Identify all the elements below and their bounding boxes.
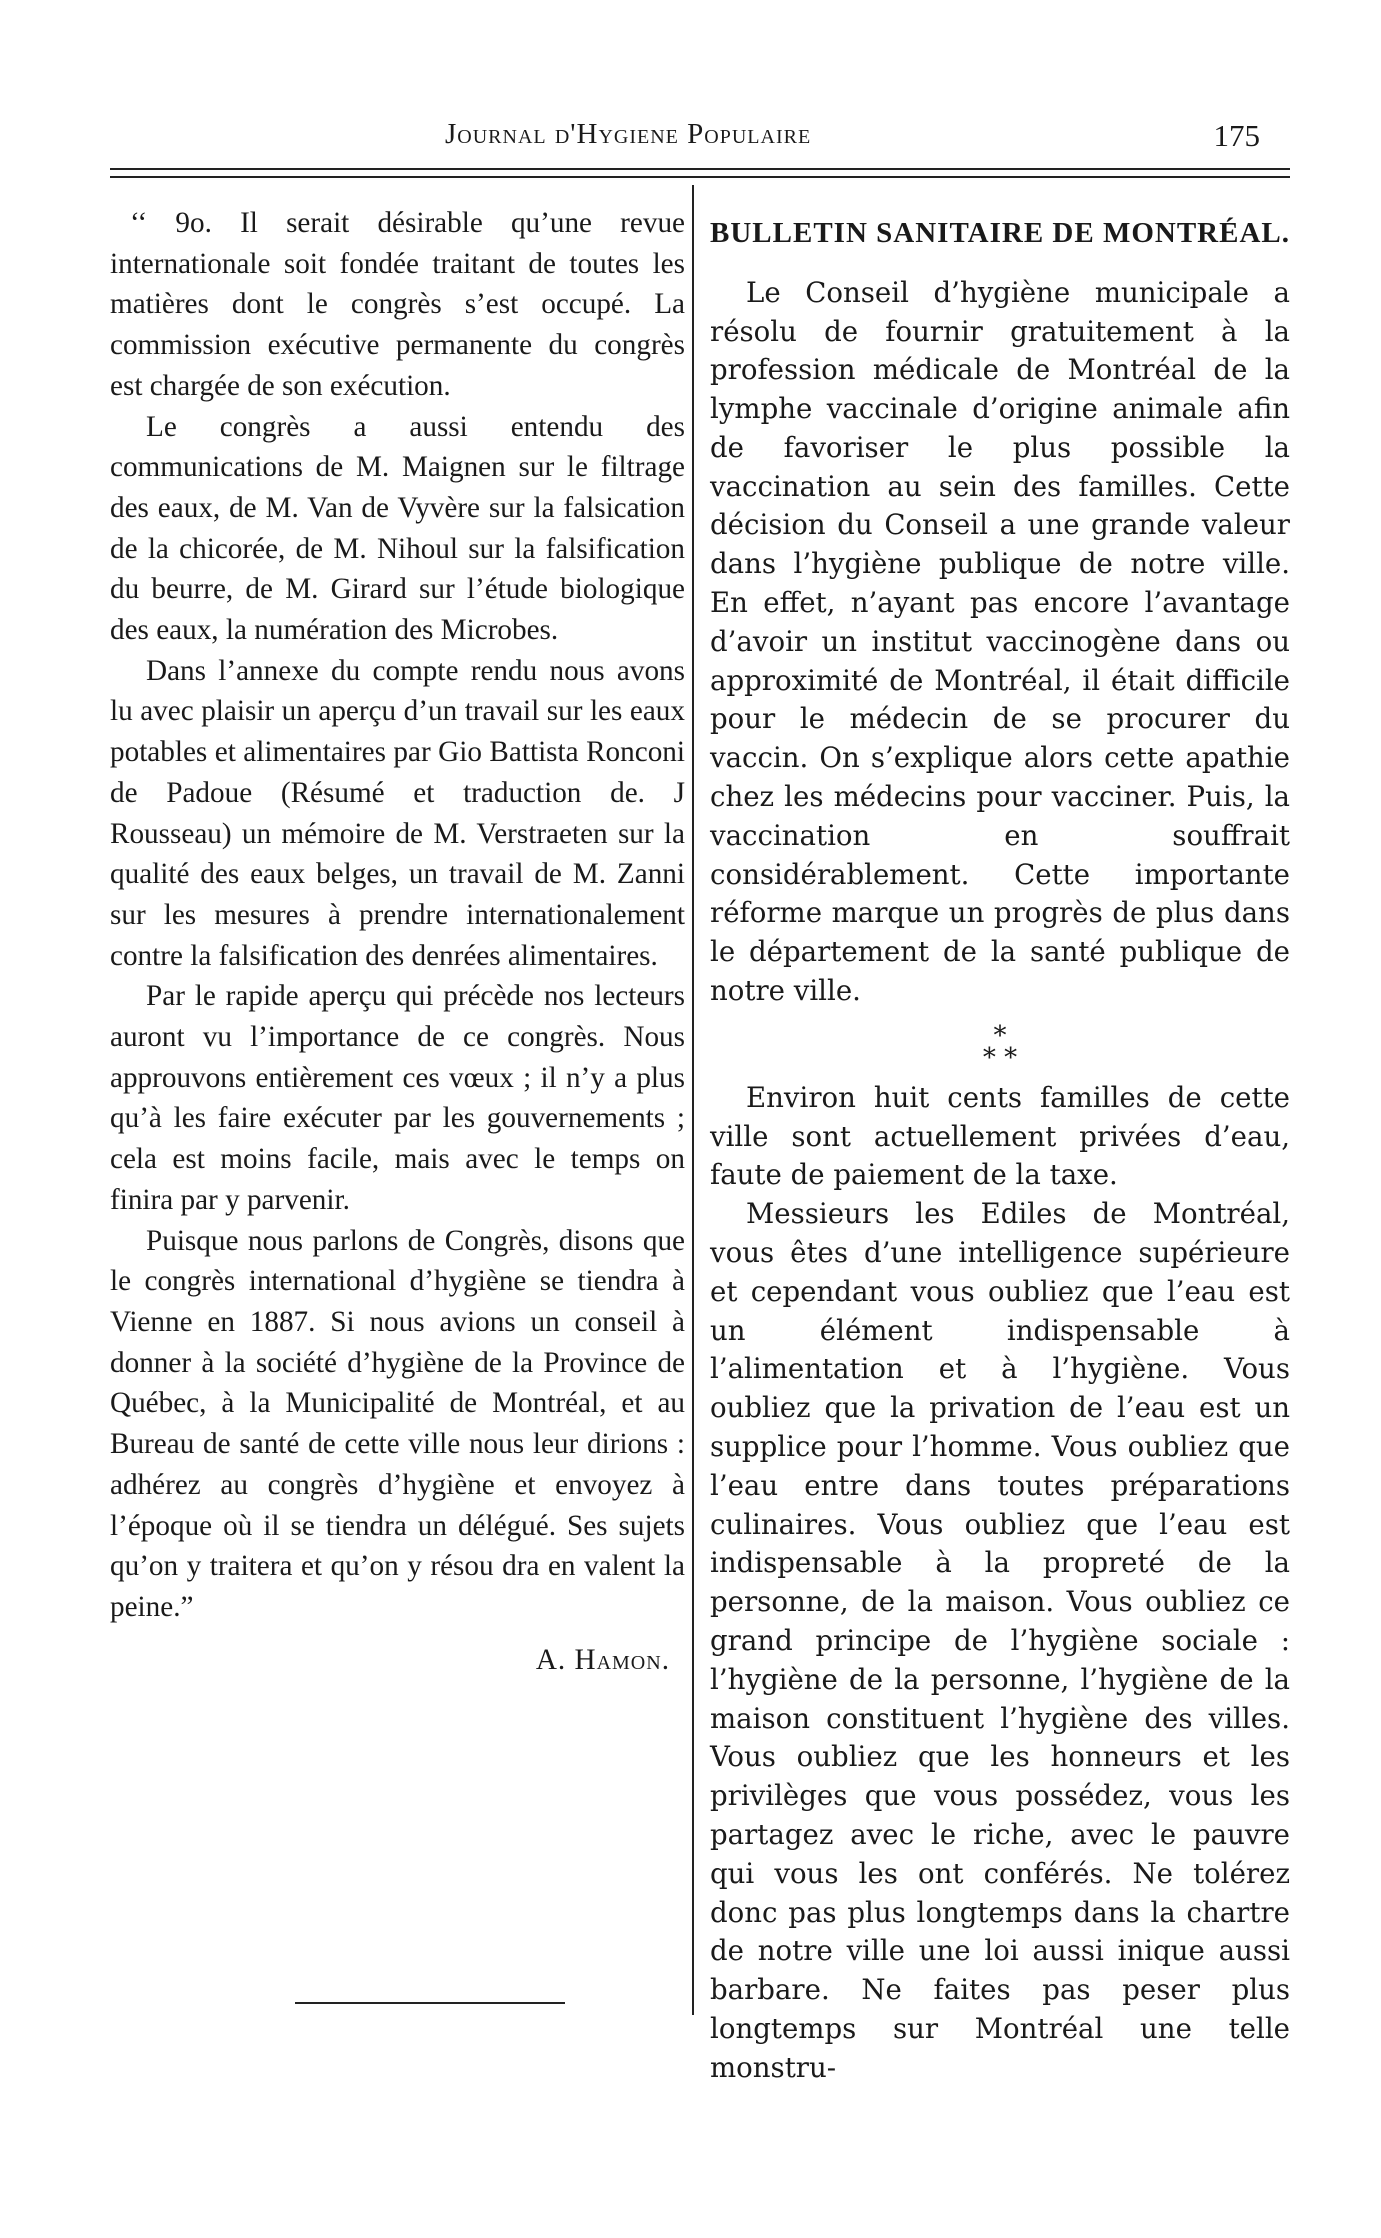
signature: A. Hamon. (535, 1643, 670, 1676)
paragraph: ‘‘ 9o. Il serait désirable qu’une revue internationale soit fondée traitant de toutes les matières dont le congrès s’est occupé. La commission exécutive permanente du congrès est chargée de son exécution. (110, 207, 685, 402)
paragraph: Messieurs les Ediles de Montréal, vous êtes d’une intelligence supérieure et cependant vous oubliez que l’eau est un élément indispensable à l’alimentation et à l’hygiène. Vous oubliez que la privation de l’eau est un supplice pour l’homme. Vous oubliez que l’eau entre dans toutes préparations culinaires. Vous oubliez que l’eau est indispensable à la propreté de la personne, de la maison. Vous oubliez ce grand principe de l’hygiène sociale : l’hygiène de la personne, l’hygiène de la maison constituent l’hygiène des villes. Vous oubliez que les honneurs et les privilèges que vous possédez, vous les partagez avec le riche, avec le pauvre qui vous les ont conférés. Ne tolérez donc pas plus longtemps dans la chartre de notre ville une loi aussi inique aussi barbare. Ne faites pas peser plus longtemps sur Montréal une telle monstru- (710, 1197, 1290, 2084)
bulletin-body (710, 274, 1290, 2088)
header-rule-top (110, 168, 1290, 170)
bulletin-title: BULLETIN SANITAIRE DE MONTRÉAL. (710, 217, 1290, 249)
asterism-top: * (993, 1020, 1007, 1051)
asterism-bottom: * * (982, 1042, 1018, 1073)
paragraph: Le Conseil d’hygiène municipale a résolu de fournir gratuitement à la profession médicale de Montréal de la lymphe vaccinale d’origine animale afin de favoriser le plus possible la vaccination au sein des familles. Cette décision du Conseil a une grande valeur dans l’hygiène publique de notre ville. En effet, n’ayant pas encore l’avantage d’avoir un institut vaccinogène dans ou approximité de Montréal, il était difficile pour le médecin de se procurer du vaccin. On s’explique alors cette apathie chez les médecins pour vacciner. Puis, la vaccination en souffrait considérablement. Cette importante réforme marque un progrès de plus dans le département de la santé publique de notre ville. (710, 275, 1290, 1008)
running-header (110, 118, 1290, 158)
header-rule-bottom (110, 176, 1290, 178)
left-column (110, 203, 685, 1680)
asterism (710, 1020, 1290, 1073)
article-end-rule (295, 2002, 565, 2004)
paragraph: Environ huit cents familles de cette ville sont actuellement privées d’eau, faute de paiement de la taxe. (710, 1080, 1290, 1192)
page-number: 175 (1213, 118, 1260, 153)
paragraph: Par le rapide aperçu qui précède nos lecteurs auront vu l’importance de ce congrès. Nous approuvons entièrement ces vœux ; il n’y a plus qu’à les faire exécuter par les gouvernements ; cela est moins facile, mais avec le temps on finira par y parvenir. (110, 980, 685, 1216)
running-title: Journal d'Hygiene Populaire (445, 118, 812, 150)
paragraph: Dans l’annexe du compte rendu nous avons lu avec plaisir un aperçu d’un travail sur les eaux potables et alimentaires par Gio Battista Ronconi de Padoue (Résumé et traduction de. J Rousseau) un mémoire de M. Verstraeten sur la qualité des eaux belges, un travail de M. Zanni sur les mesures à prendre internationalement contre la falsification des denrées alimentaires. (110, 654, 685, 972)
paragraph: Le congrès a aussi entendu des communications de M. Maignen sur le filtrage des eaux, de M. Van de Vyvère sur la falsication de la chicorée, de M. Nihoul sur la falsification du beurre, de M. Girard sur l’étude biologique des eaux, la numération des Microbes. (110, 410, 685, 647)
column-divider (692, 185, 694, 2015)
paragraph: Puisque nous parlons de Congrès, disons que le congrès international d’hygiène se tiendra à Vienne en 1887. Si nous avions un conseil à donner à la société d’hygiène de la Province de Québec, à la Municipalité de Montréal, et au Bureau de santé de cette ville nous leur dirions : adhérez au congrès d’hygiène et envoyez à l’époque où il se tiendra un délégué. Ses sujets qu’on y traitera et qu’on y résou dra en valent la peine.” (110, 1224, 685, 1623)
right-column (710, 213, 1290, 2088)
